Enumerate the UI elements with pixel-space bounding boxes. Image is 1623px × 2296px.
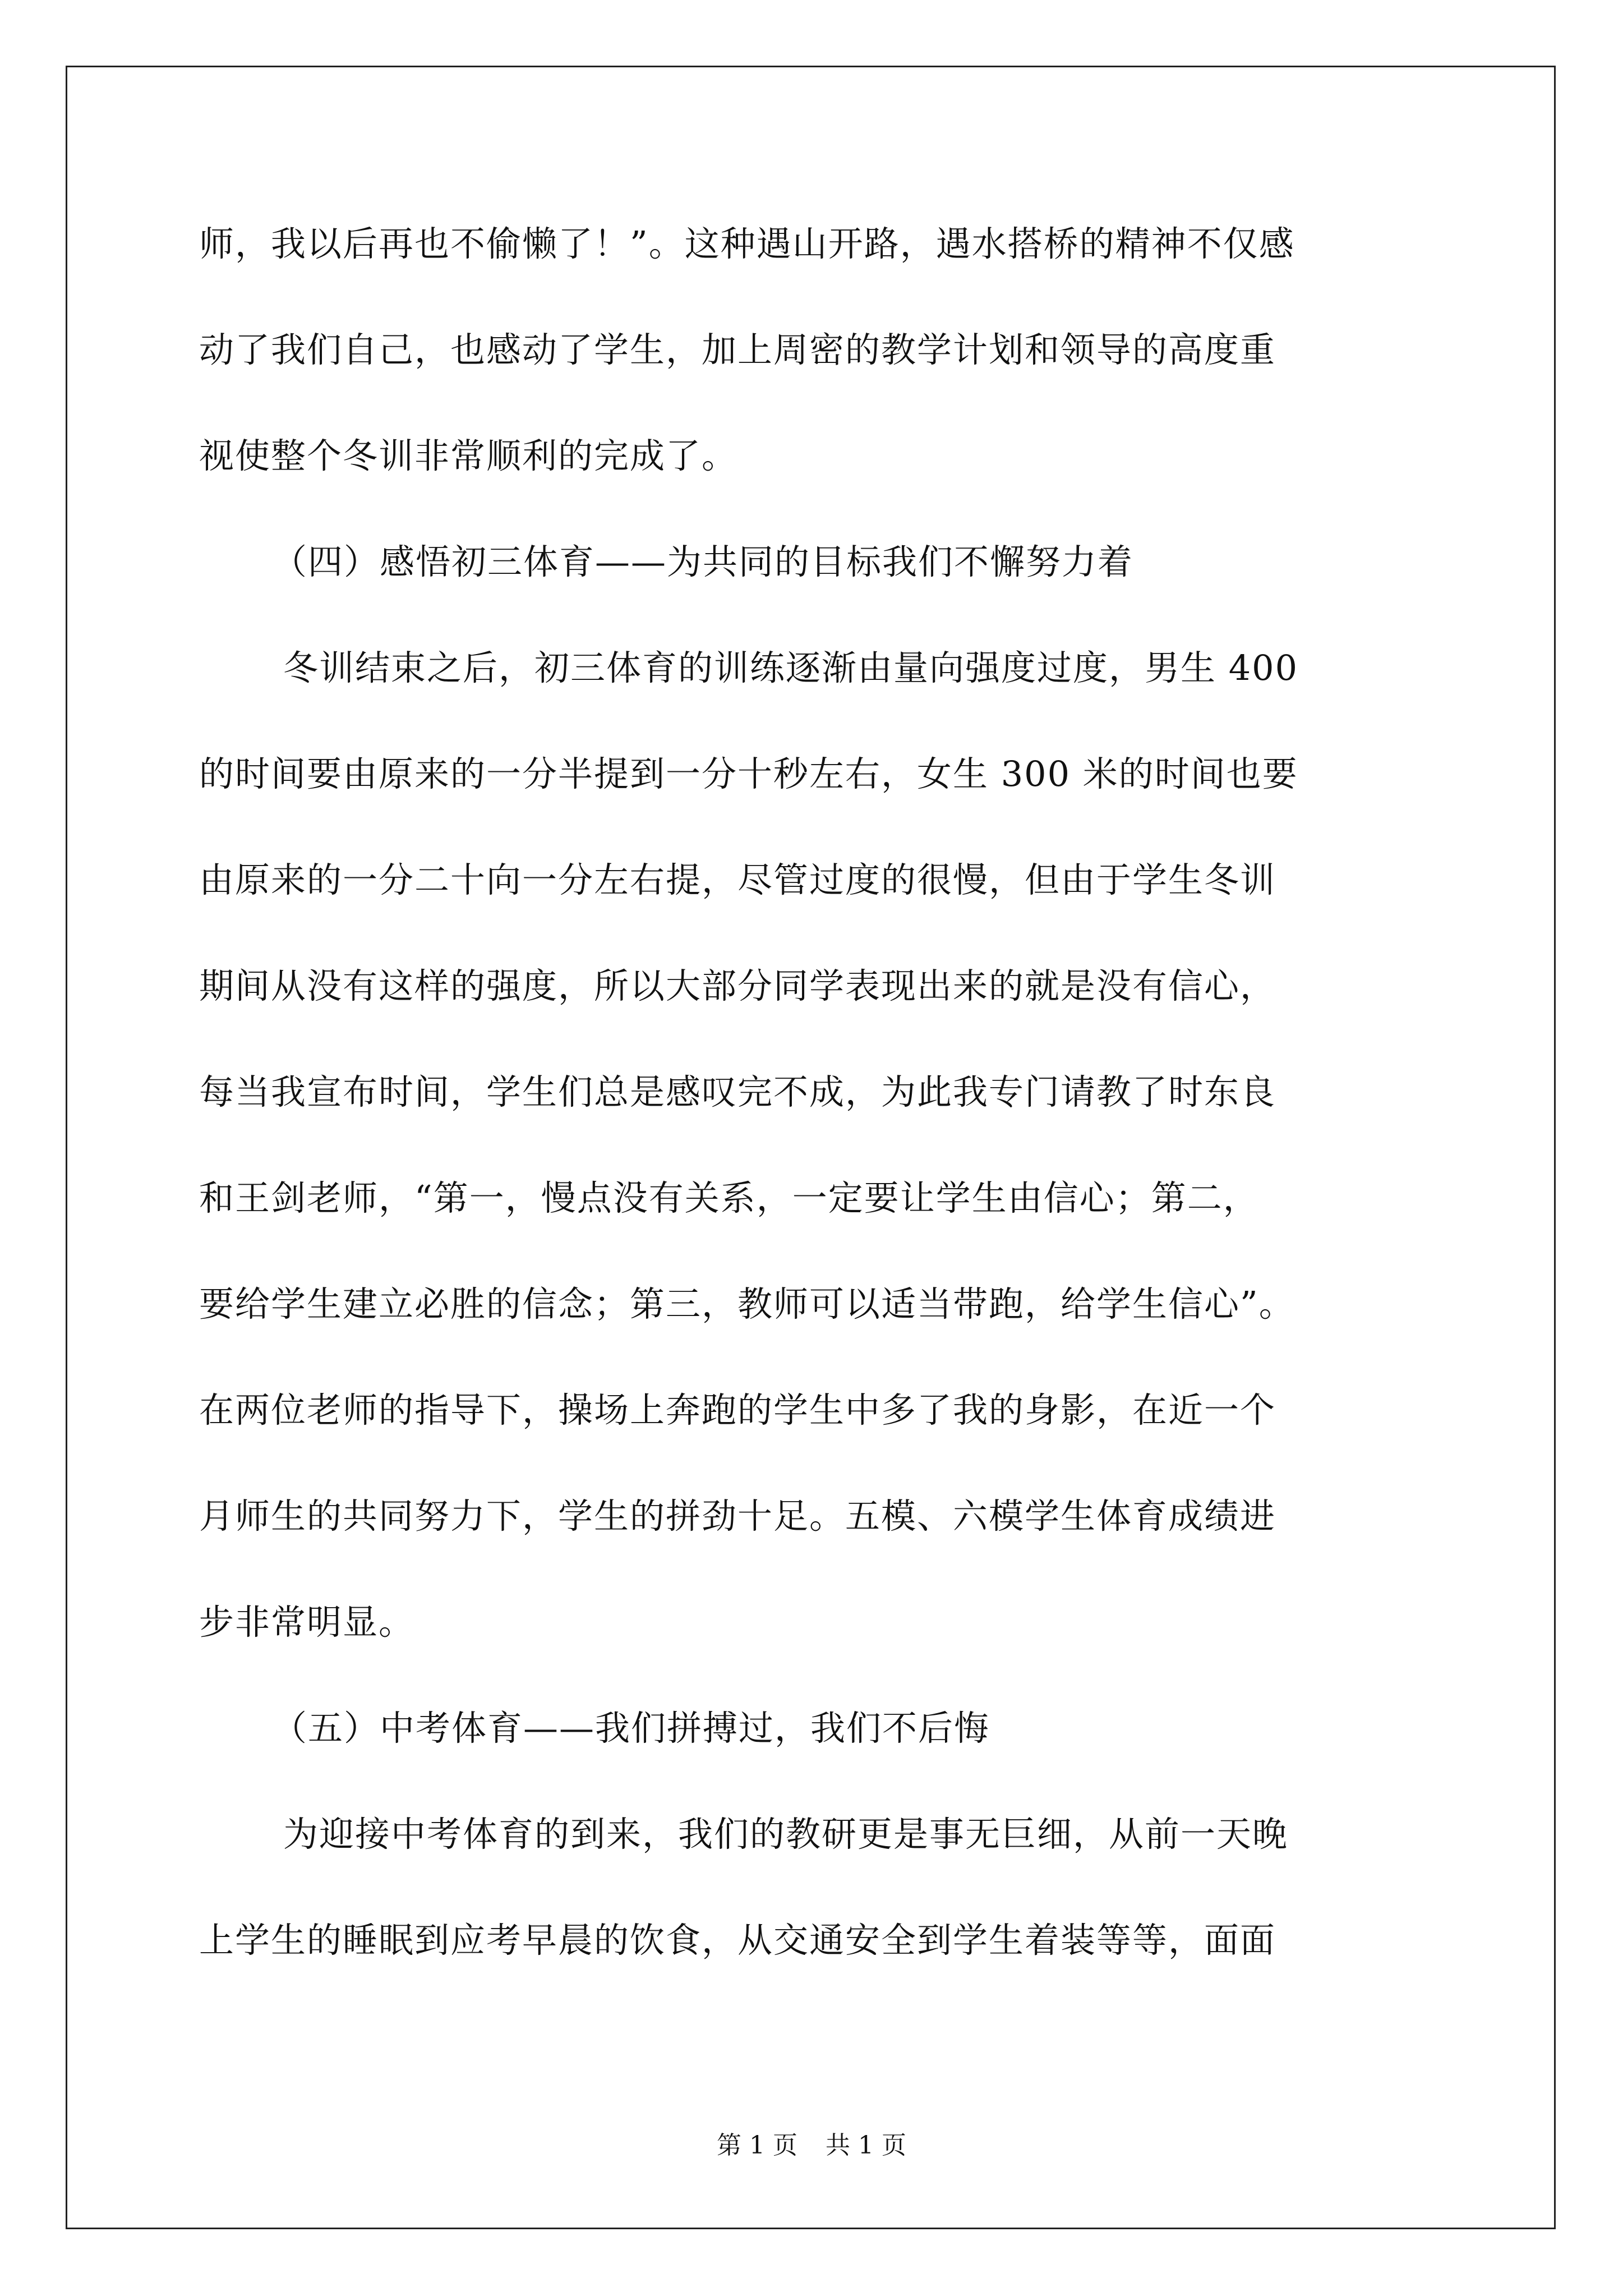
text-line: 步非常明显。: [199, 1602, 415, 1642]
text-line: 为迎接中考体育的到来，我们的教研更是事无巨细，从前一天晚: [283, 1814, 1289, 1855]
text-line: 视使整个冬训非常顺利的完成了。: [199, 435, 738, 476]
page-border: [66, 66, 1556, 2229]
text-line: 师，我以后再也不偷懒了！”。这种遇山开路，遇水搭桥的精神不仅感: [199, 223, 1295, 264]
text-line: 期间从没有这样的强度，所以大部分同学表现出来的就是没有信心，: [199, 965, 1276, 1006]
text-line: 月师生的共同努力下，学生的拼劲十足。五模、六模学生体育成绩进: [199, 1496, 1276, 1536]
section-heading: （四）感悟初三体育——为共同的目标我们不懈努力着: [272, 541, 1134, 582]
page-total: 共 1 页: [826, 2131, 906, 2160]
text-line: 要给学生建立必胜的信念；第三，教师可以适当带跑，给学生信心”。: [199, 1283, 1295, 1324]
page-number: 第 1 页: [717, 2131, 797, 2160]
text-line: 在两位老师的指导下，操场上奔跑的学生中多了我的身影，在近一个: [199, 1389, 1276, 1430]
text-line: 和王剑老师，“第一，慢点没有关系，一定要让学生由信心；第二，: [199, 1177, 1259, 1218]
text-line: 冬训结束之后，初三体育的训练逐渐由量向强度过度，男生 400: [283, 647, 1299, 688]
text-line: 由原来的一分二十向一分左右提，尽管过度的很慢，但由于学生冬训: [199, 859, 1276, 900]
text-line: 动了我们自己，也感动了学生，加上周密的教学计划和领导的高度重: [199, 329, 1276, 370]
text-line: 每当我宣布时间，学生们总是感叹完不成，为此我专门请教了时东良: [199, 1071, 1276, 1112]
section-heading: （五）中考体育——我们拼搏过，我们不后悔: [272, 1708, 990, 1749]
page-footer: [0, 2129, 1623, 2162]
text-line: 上学生的睡眠到应考早晨的饮食，从交通安全到学生着装等等，面面: [199, 1920, 1276, 1961]
text-line: 的时间要由原来的一分半提到一分十秒左右，女生 300 米的时间也要: [199, 753, 1298, 794]
